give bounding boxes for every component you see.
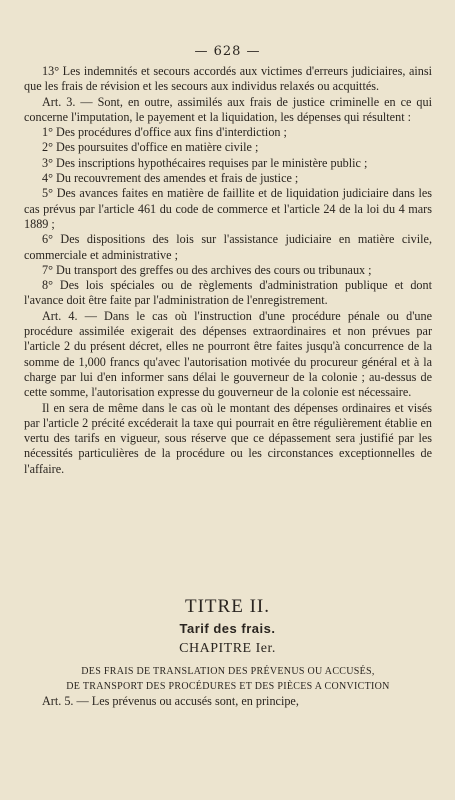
list-item-3: 3° Des inscriptions hypothécaires requises par le ministère public ; <box>42 155 368 170</box>
section-heading-line-1: DES FRAIS DE TRANSLATION DES PRÉVENUS OU ACCUSÉS, <box>81 666 375 677</box>
paragraph-art-4: Art. 4. — Dans le cas où l'instruction d'une procédure pénale ou d'une procédure assimilée exigerait des dépenses extraordinaires et non prévues par l'article 2 du présent décret, elles ne pourront être faites jusqu'à concurrence de la somme de 1,000 francs qu'avec l'autorisation motivée du procureur général et à la charge par lui d'en informer sans délai le gouverneur de la colonie ; au-dessus de cette somme, l'autorisation expresse du gouverneur de la colonie est nécessaire. <box>24 308 432 400</box>
list-item-8: 8° Des lois spéciales ou de règlements d'administration publique et dont l'avance doit être faite par l'administration de l'enregistrement. <box>24 278 432 308</box>
list-item-4: 4° Du recouvrement des amendes et frais de justice ; <box>42 171 299 186</box>
list-item-2: 2° Des poursuites d'office en matière civile ; <box>42 140 259 155</box>
list-item-1: 1° Des procédures d'office aux fins d'interdiction ; <box>42 125 287 140</box>
paragraph-art-4-cont: Il en sera de même dans le cas où le montant des dépenses ordinaires et visés par l'article 2 précité excéderait la taxe qui pourrait en être régulièrement établie en vertu des tarifs en vigueur, sous réserve que ce dépassement sera justifié par les nécessités particulières de la procédure ou les circonstances exceptionnelles de l'affaire. <box>24 400 432 476</box>
list-item-7: 7° Du transport des greffes ou des archives des cours ou tribunaux ; <box>42 262 372 277</box>
section-heading-line-2: DE TRANSPORT DES PROCÉDURES ET DES PIÈCES A CONVICTION <box>66 681 390 692</box>
list-item-6: 6° Des dispositions des lois sur l'assistance judiciaire en matière civile, commerciale et administrative ; <box>24 232 432 262</box>
page-number: — 628 — <box>194 44 261 59</box>
tarif-heading: Tarif des frais. <box>179 621 276 636</box>
paragraph-13: 13° Les indemnités et secours accordés aux victimes d'erreurs judiciaires, ainsi que les frais de révision et les secours aux individus relaxés ou acquittés. <box>24 64 432 94</box>
chapitre-heading: CHAPITRE Ier. <box>179 641 276 656</box>
titre-heading: TITRE II. <box>185 596 270 617</box>
paragraph-art-3: Art. 3. — Sont, en outre, assimilés aux frais de justice criminelle en ce qui concerne l'imputation, le payement et la liquidation, les dépenses qui résultent : <box>24 94 432 124</box>
body-text <box>24 64 432 477</box>
section-heading <box>24 664 432 694</box>
list-item-5: 5° Des avances faites en matière de faillite et de liquidation judiciaire dans les cas prévus par l'article 461 du code de commerce et l'article 24 de la loi du 4 mars 1889 ; <box>24 186 432 231</box>
paragraph-art-5: Art. 5. — Les prévenus ou accusés sont, en principe, <box>42 694 299 708</box>
